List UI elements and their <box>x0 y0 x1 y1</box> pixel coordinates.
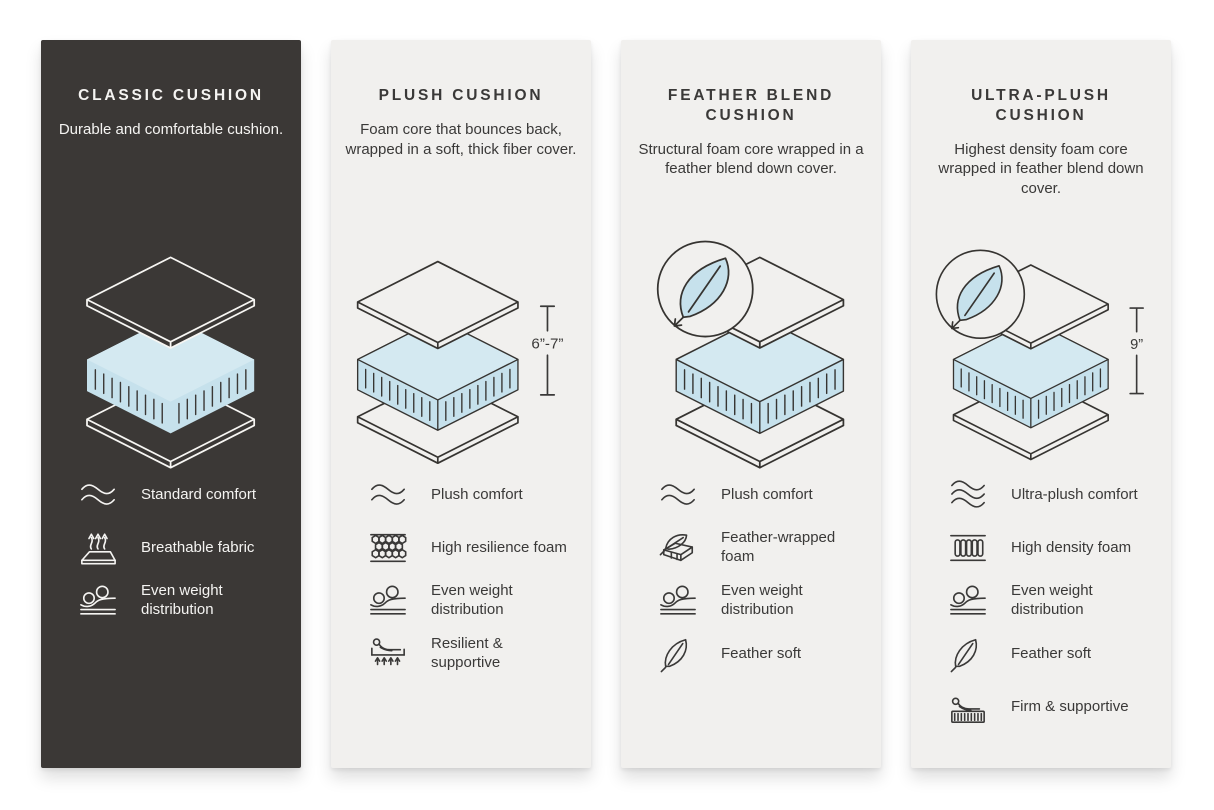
feature-label: Even weight distribution <box>1011 582 1093 618</box>
panel-header <box>635 86 867 238</box>
breathable-fabric-icon <box>75 529 121 567</box>
feature-row <box>655 529 859 567</box>
panel-classic-cushion <box>41 40 301 768</box>
feature-row <box>365 582 569 620</box>
feather-badge-icon <box>936 250 1024 338</box>
cushion-layers-diagram <box>345 238 577 480</box>
feature-row <box>75 582 279 620</box>
feature-row <box>365 529 569 567</box>
feature-label: Feather soft <box>1011 644 1092 662</box>
resilient-supportive-icon <box>365 635 411 673</box>
feature-label: Even weight distribution <box>431 582 513 618</box>
feature-row <box>945 688 1149 726</box>
panel-title: FEATHER BLEND CUSHION <box>667 87 835 124</box>
feature-list <box>925 474 1157 726</box>
panel-description: Structural foam core wrapped in a feather blend down cover. <box>638 140 864 178</box>
panel-header <box>345 86 577 238</box>
density-foam-icon <box>945 529 991 567</box>
panel-description: Foam core that bounces back, wrapped in a soft, thick fiber cover. <box>345 120 577 158</box>
even-weight-icon <box>365 582 411 620</box>
cushion-illustration <box>635 238 867 474</box>
feature-label: Standard comfort <box>141 485 257 503</box>
panel-title: ULTRA-PLUSH CUSHION <box>971 87 1111 124</box>
feature-list <box>55 474 287 620</box>
feature-label: Breathable fabric <box>141 538 255 556</box>
panel-description: Durable and comfortable cushion. <box>58 120 284 138</box>
feature-label: Feather soft <box>721 644 802 662</box>
feather-badge-icon <box>658 242 753 337</box>
even-weight-icon <box>655 582 701 620</box>
feature-row <box>945 529 1149 567</box>
cushion-layers-diagram <box>925 238 1157 480</box>
feature-label: Plush comfort <box>721 485 813 503</box>
ultra-waves-icon <box>945 476 991 514</box>
feature-list <box>635 474 867 673</box>
panel-title: PLUSH CUSHION <box>378 87 544 104</box>
panel-feather-blend-cushion <box>621 40 881 768</box>
feature-row <box>945 476 1149 514</box>
measurement-indicator <box>1130 308 1143 393</box>
panel-header <box>55 86 287 238</box>
firm-supportive-icon <box>945 688 991 726</box>
feature-label: Even weight distribution <box>141 582 223 618</box>
cushion-illustration <box>925 238 1157 474</box>
panel-plush-cushion <box>331 40 591 768</box>
panel-description: Highest density foam core wrapped in feather blend down cover. <box>938 140 1144 198</box>
resilience-foam-icon <box>365 529 411 567</box>
even-weight-icon <box>75 582 121 620</box>
comfort-waves-icon <box>655 476 701 514</box>
panel-title: CLASSIC CUSHION <box>78 87 264 104</box>
feather-wrapped-foam-icon <box>655 529 701 567</box>
feather-icon <box>945 635 991 673</box>
feature-label: High resilience foam <box>431 538 567 556</box>
cushion-layers-diagram <box>641 238 861 480</box>
feature-list <box>345 474 577 673</box>
even-weight-icon <box>945 582 991 620</box>
feather-icon <box>655 635 701 673</box>
feature-label: Even weight distribution <box>721 582 803 618</box>
feature-label: Firm & supportive <box>1011 697 1129 715</box>
feature-label: Resilient & supportive <box>431 635 503 671</box>
feature-label: Feather-wrapped foam <box>721 529 836 565</box>
feature-label: Ultra-plush comfort <box>1011 485 1138 503</box>
panel-ultra-plush-cushion <box>911 40 1171 768</box>
cushion-illustration <box>55 238 287 474</box>
feature-row <box>75 529 279 567</box>
measurement-label: 6”-7” <box>531 335 564 353</box>
measurement-label: 9” <box>1130 336 1144 353</box>
comfort-waves-icon <box>365 476 411 514</box>
feature-row <box>365 476 569 514</box>
feature-row <box>655 635 859 673</box>
feature-label: Plush comfort <box>431 485 523 503</box>
measurement-indicator <box>531 306 563 395</box>
feature-row <box>945 635 1149 673</box>
feature-row <box>365 635 569 673</box>
feature-label: High density foam <box>1011 538 1132 556</box>
feature-row <box>655 582 859 620</box>
feature-row <box>945 582 1149 620</box>
feature-row <box>655 476 859 514</box>
comfort-waves-icon <box>75 476 121 514</box>
feature-row <box>75 476 279 514</box>
cushion-illustration <box>345 238 577 474</box>
panel-header <box>925 86 1157 238</box>
cushion-layers-diagram <box>65 238 276 480</box>
